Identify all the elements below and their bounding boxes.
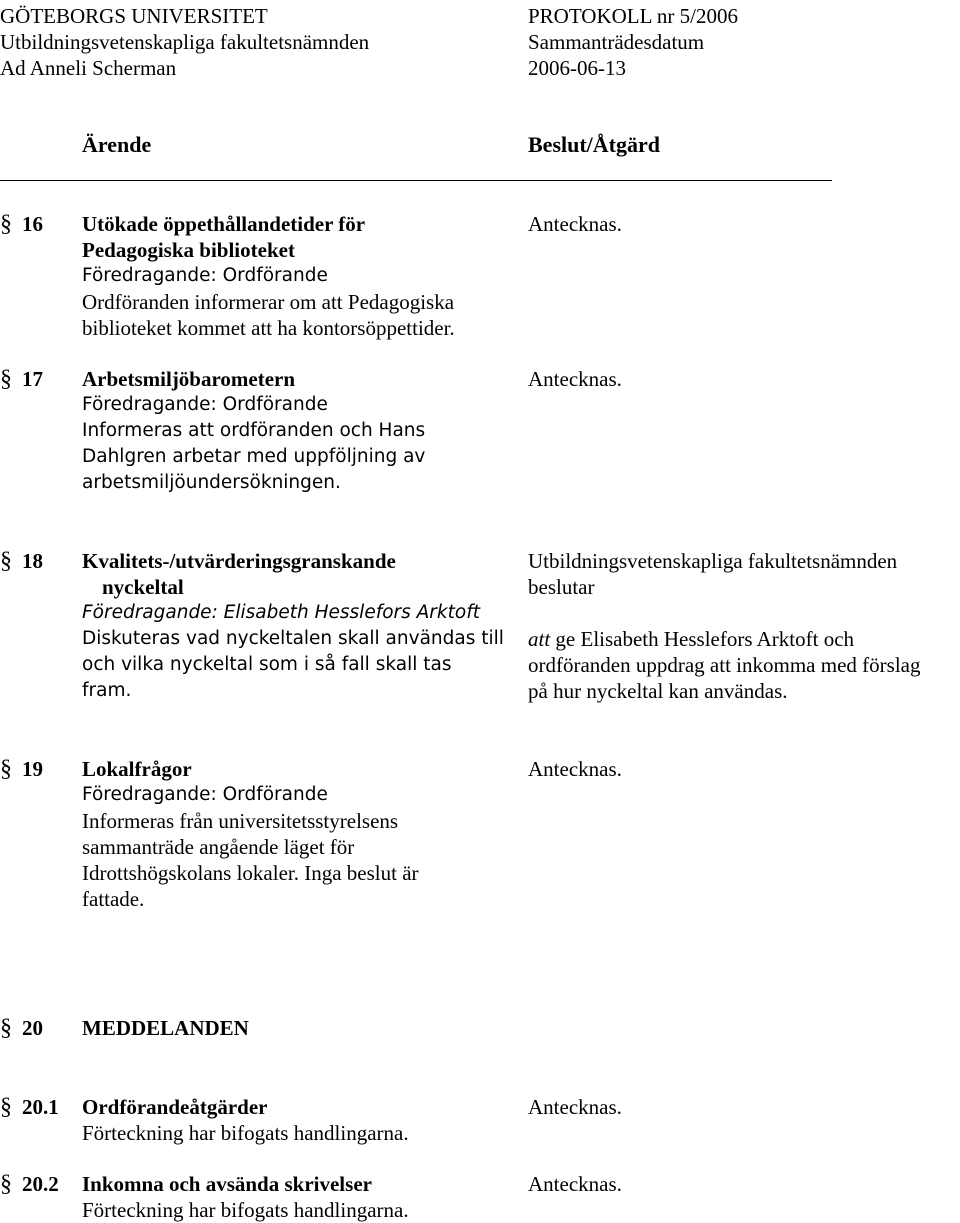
- section-symbol: §: [0, 1015, 12, 1041]
- section-symbol: §: [0, 1171, 12, 1197]
- item-decision: Antecknas.: [528, 367, 622, 391]
- meeting-date-label: Sammanträdesdatum: [528, 30, 705, 54]
- protocol-number: PROTOKOLL nr 5/2006: [528, 4, 738, 28]
- presenter-line: Föredragande: Ordförande: [82, 265, 328, 286]
- item-decision: Antecknas.: [528, 212, 622, 236]
- item-body-line: Informeras från universitetsstyrelsens: [82, 809, 399, 833]
- item-body-line: Idrottshögskolans lokaler. Inga beslut är: [82, 861, 419, 885]
- section-symbol: §: [0, 366, 12, 392]
- decision-line: beslutar: [528, 575, 595, 599]
- item-title: Ordförandeåtgärder: [82, 1095, 268, 1119]
- item-body-line: arbetsmiljöundersökningen.: [82, 472, 341, 493]
- item-body-line: och vilka nyckeltal som i så fall skall tas: [82, 654, 452, 675]
- item-title: Inkomna och avsända skrivelser: [82, 1172, 372, 1196]
- item-number: 20.1: [22, 1095, 59, 1119]
- section-symbol: §: [0, 756, 12, 782]
- item-body-line: Diskuteras vad nyckeltalen skall användas till: [82, 628, 504, 649]
- item-body-line: Förteckning har bifogats handlingarna.: [82, 1198, 409, 1222]
- item-title-line: nyckeltal: [102, 575, 184, 599]
- presenter-line: Föredragande: Ordförande: [82, 394, 328, 415]
- meeting-date: 2006-06-13: [528, 56, 626, 80]
- item-decision: Antecknas.: [528, 1095, 622, 1119]
- item-number: 17: [22, 367, 43, 391]
- section-symbol: §: [0, 1094, 12, 1120]
- item-number: 18: [22, 549, 43, 573]
- item-body-line: fram.: [82, 680, 132, 701]
- header-divider: [0, 180, 832, 181]
- item-title-line: Lokalfrågor: [82, 757, 192, 781]
- decision-att: att: [528, 627, 551, 651]
- item-number: 20.2: [22, 1172, 59, 1196]
- item-title-line: Pedagogiska biblioteket: [82, 238, 295, 262]
- item-body-line: fattade.: [82, 887, 145, 911]
- column-heading-decision: Beslut/Åtgärd: [528, 132, 660, 157]
- section-symbol: §: [0, 211, 12, 237]
- item-body-line: Dahlgren arbetar med uppföljning av: [82, 446, 426, 467]
- presenter-line: Föredragande: Ordförande: [82, 784, 328, 805]
- item-body-line: biblioteket kommet att ha kontorsöppettider.: [82, 316, 455, 340]
- item-title-line: Arbetsmiljöbarometern: [82, 367, 296, 391]
- decision-line: ordföranden uppdrag att inkomma med förslag: [528, 653, 921, 677]
- item-body-line: Ordföranden informerar om att Pedagogiska: [82, 290, 455, 314]
- item-title-line: Kvalitets-/utvärderingsgranskande: [82, 549, 396, 573]
- item-number: 20: [22, 1016, 43, 1040]
- item-decision: Antecknas.: [528, 757, 622, 781]
- section-symbol: §: [0, 548, 12, 574]
- item-title: MEDDELANDEN: [82, 1016, 249, 1040]
- university-name: GÖTEBORGS UNIVERSITET: [0, 4, 268, 28]
- decision-line: Utbildningsvetenskapliga fakultetsnämnden: [528, 549, 898, 573]
- item-body-line: Förteckning har bifogats handlingarna.: [82, 1121, 409, 1145]
- item-body-line: Informeras att ordföranden och Hans: [82, 420, 426, 441]
- item-title-line: Utökade öppethållandetider för: [82, 212, 366, 236]
- item-number: 16: [22, 212, 43, 236]
- author-line: Ad Anneli Scherman: [0, 56, 177, 80]
- column-heading-matter: Ärende: [82, 132, 152, 157]
- decision-line: på hur nyckeltal kan användas.: [528, 679, 788, 703]
- decision-line: att ge Elisabeth Hesslefors Arktoft och: [528, 627, 855, 651]
- item-number: 19: [22, 757, 43, 781]
- item-decision: Antecknas.: [528, 1172, 622, 1196]
- presenter-line: Föredragande: Elisabeth Hesslefors Arktoft: [82, 602, 480, 623]
- item-body-line: sammanträde angående läget för: [82, 835, 355, 859]
- faculty-name: Utbildningsvetenskapliga fakultetsnämnden: [0, 30, 370, 54]
